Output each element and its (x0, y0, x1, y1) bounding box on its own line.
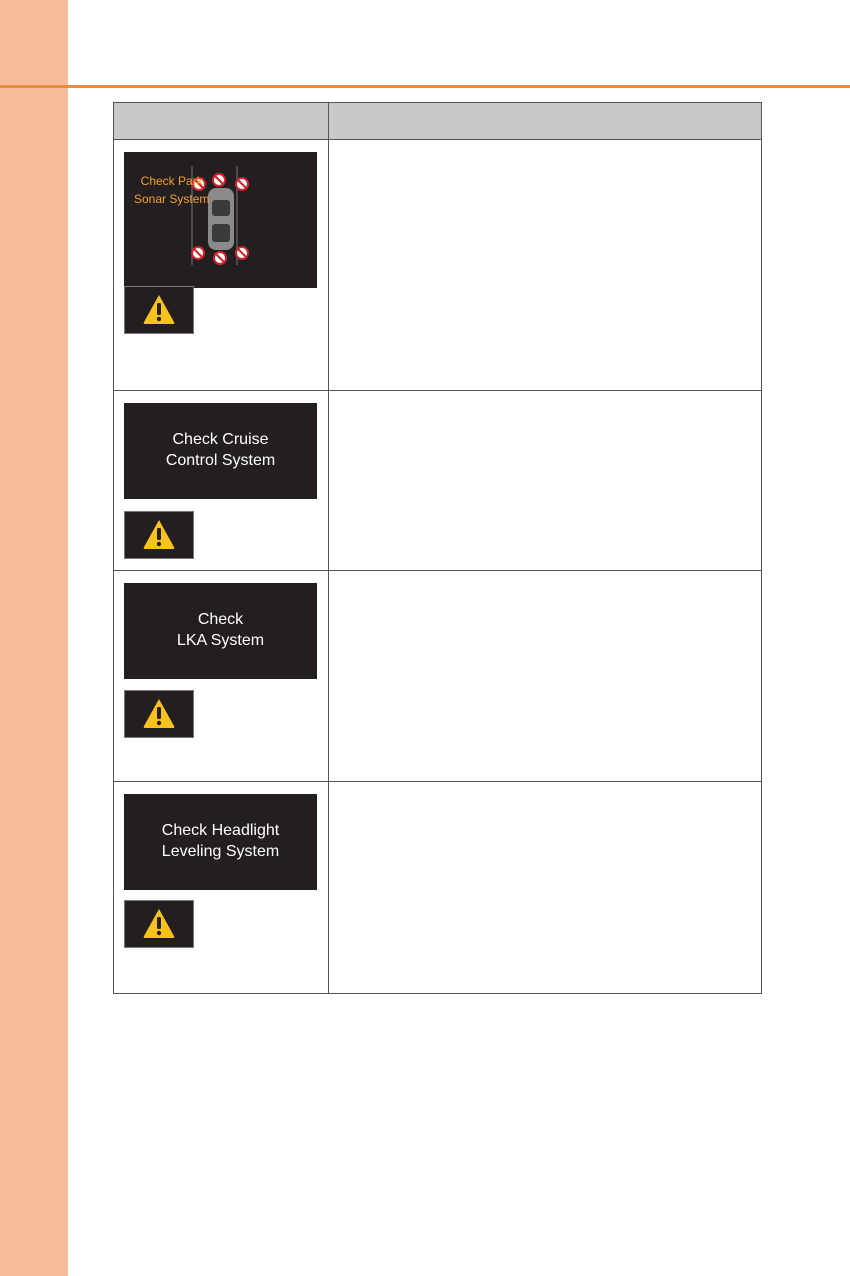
message-image-cell (114, 571, 329, 782)
sensor-disabled-icon (214, 252, 226, 264)
header-cell-message (114, 103, 329, 140)
message-description-cell (329, 391, 762, 571)
display-message-text: Check Cruise Control System (165, 431, 276, 469)
warning-light-box (124, 900, 194, 948)
warning-triangle-icon (142, 293, 176, 325)
sensor-disabled-icon (213, 174, 225, 186)
message-image-cell (114, 140, 329, 391)
warning-light-box (124, 286, 194, 334)
display-screen-headlight (124, 794, 317, 890)
display-screen-lka (124, 583, 317, 679)
message-image-cell (114, 782, 329, 994)
table-row (114, 391, 762, 571)
display-screen-park-sonar (124, 152, 317, 288)
table-row (114, 140, 762, 391)
warning-light-box (124, 511, 194, 559)
display-message-text: Check Headlight Leveling System (161, 822, 280, 860)
page-side-band (0, 0, 68, 1276)
message-image-cell (114, 391, 329, 571)
header-rule (0, 85, 850, 88)
display-screen-cruise (124, 403, 317, 499)
sensor-disabled-icon (236, 247, 248, 259)
table-row (114, 782, 762, 994)
message-description-cell (329, 782, 762, 994)
header-cell-details (329, 103, 762, 140)
display-message-text: Check Park Sonar System (134, 174, 210, 206)
warning-triangle-icon (142, 518, 176, 550)
table-row (114, 571, 762, 782)
warning-message-table (113, 102, 762, 994)
warning-triangle-icon (142, 697, 176, 729)
warning-triangle-icon (142, 907, 176, 939)
message-description-cell (329, 571, 762, 782)
message-description-cell (329, 140, 762, 391)
display-message-text: Check LKA System (176, 611, 265, 649)
warning-light-box (124, 690, 194, 738)
sensor-disabled-icon (192, 247, 204, 259)
table-header-row (114, 103, 762, 140)
sensor-disabled-icon (236, 178, 248, 190)
